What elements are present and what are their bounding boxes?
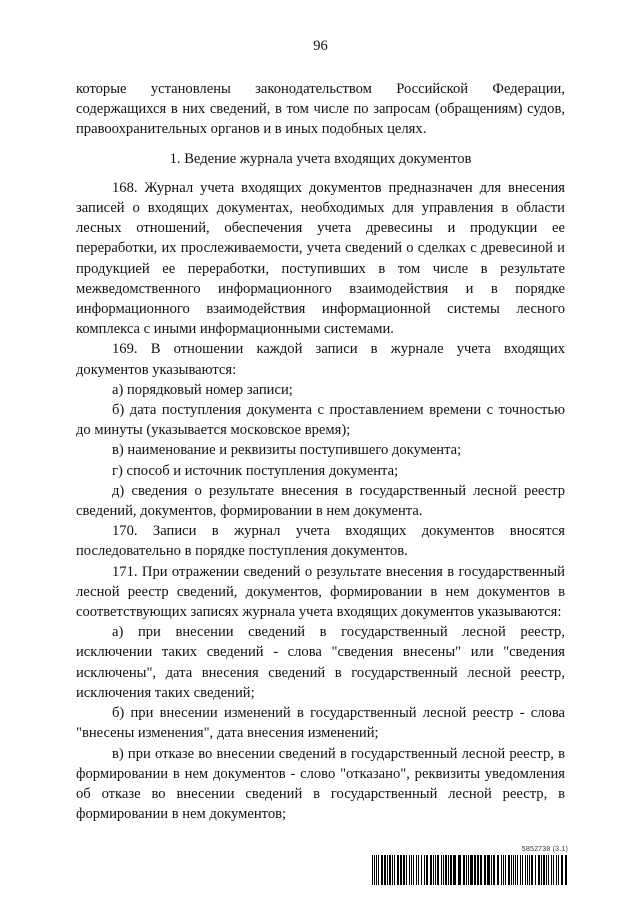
barcode-bar (553, 855, 554, 885)
barcode-bar (501, 855, 502, 885)
barcode-bar (424, 855, 425, 885)
barcode-bar (437, 855, 439, 885)
barcode-bar (394, 855, 395, 885)
barcode-bar (477, 855, 479, 885)
barcode-bar (443, 855, 444, 885)
paragraph-171-b: б) при внесении изменений в государственный лесной реестр - слова "внесены изменения", дата внесения изменений; (76, 705, 565, 742)
paragraph-169-d: г) способ и источник поступления документа; (112, 462, 399, 479)
barcode-bar (374, 855, 375, 885)
barcode-bar (453, 855, 456, 885)
paragraph-171: 171. При отражении сведений о результате внесения в государственный лесной реестр сведений, документов, формировании в нем документов в соответствующих записях журнала учета входящих документов указываются: (76, 563, 565, 621)
barcode-bar (397, 855, 399, 885)
paragraph-171-a: а) при внесении сведений в государственный лесной реестр, исключении таких сведений - слова "сведения внесены" или "сведения исключены", дата внесения сведений в государственный лесной реестр, исключения таких сведений; (76, 624, 565, 701)
barcode-bar (470, 855, 473, 885)
barcode-bar (416, 855, 417, 885)
barcode-bar (503, 855, 504, 885)
barcode-bar (445, 855, 447, 885)
barcode-bar (441, 855, 442, 885)
barcode-bar (384, 855, 386, 885)
barcode-bar (556, 855, 557, 885)
paragraph-169: 169. В отношении каждой записи в журнале учета входящих документов указываются: (76, 341, 565, 378)
paragraph-169-b: б) дата поступления документа с проставлением времени с точностью до минуты (указывается московское время); (76, 402, 565, 439)
paragraph-169-a: а) порядковый номер записи; (112, 381, 293, 398)
barcode-bar (493, 855, 495, 885)
barcode-bar (548, 855, 549, 885)
barcode-bar (505, 855, 506, 885)
paragraph-170: 170. Записи в журнал учета входящих документов вносятся последовательно в порядке поступления документов. (76, 523, 565, 560)
barcode-bar (389, 855, 391, 885)
barcode-bar (487, 855, 490, 885)
barcode-bar (538, 855, 540, 885)
barcode-bar (403, 855, 405, 885)
barcode-bar (418, 855, 419, 885)
barcode-bar (468, 855, 469, 885)
barcode-bar (497, 855, 499, 885)
barcode-bar (543, 855, 545, 885)
barcode-bar (515, 855, 516, 885)
barcode-bar (463, 855, 465, 885)
barcode-bar (458, 855, 461, 885)
barcode-bar (513, 855, 514, 885)
barcode-bar (406, 855, 407, 885)
document-body (76, 79, 565, 824)
barcode-bar (450, 855, 452, 885)
barcode-bar (448, 855, 449, 885)
barcode-bar (381, 855, 383, 885)
paragraph-continuation: которые установлены законодательством Российской Федерации, содержащихся в них сведений, в том числе по запросам (обращениям) судов, правоохранительных органов и в иных подобных целях. (76, 81, 565, 138)
barcode-bar (520, 855, 521, 885)
barcode-bar (400, 855, 402, 885)
paragraph-169-e: д) сведения о результате внесения в государственный лесной реестр сведений, документов, формировании в нем документа. (76, 482, 565, 520)
barcode-bar (527, 855, 528, 885)
barcode-bar (517, 855, 518, 885)
barcode-bar (413, 855, 414, 885)
barcode-bar (387, 855, 388, 885)
barcode-bar (411, 855, 412, 885)
barcode-bar (474, 855, 476, 885)
barcode-bar (409, 855, 410, 885)
barcode-bar (525, 855, 526, 885)
barcode-bar (426, 855, 428, 885)
barcode-bar (551, 855, 552, 885)
barcode-bar (430, 855, 432, 885)
paragraph-169-c: в) наименование и реквизиты поступившего документа; (112, 442, 462, 459)
barcode-bar (376, 855, 377, 885)
barcode-bar (480, 855, 482, 885)
barcode-bar (484, 855, 486, 885)
barcode-bar (535, 855, 536, 885)
barcode-bar (561, 855, 563, 885)
barcode-bar (392, 855, 393, 885)
barcode-bar (565, 855, 567, 885)
paragraph-168: 168. Журнал учета входящих документов предназначен для внесения записей о входящих документах, необходимых для управления в области лесных отношений, обеспечения учета древесины и продукции ее переработки, их прослеживаемости, учета сведений о сделках с древесиной и продукцией ее переработки, поступивших в том числе в результате межведомственного информационного взаимодействия и в порядке информационного взаимодействия информационной системы лесного комплекса с иными информационными системами. (76, 179, 565, 338)
barcode-bar (421, 855, 422, 885)
barcode-bar (491, 855, 492, 885)
section-heading: 1. Ведение журнала учета входящих документов (169, 150, 472, 167)
barcode-bar (531, 855, 533, 885)
barcode-bar (433, 855, 434, 885)
barcode-bar (558, 855, 559, 885)
barcode-bar (378, 855, 379, 885)
barcode-bar (508, 855, 510, 885)
barcode-bar (546, 855, 547, 885)
barcode-bar (466, 855, 467, 885)
barcode-id: 5852738 (3.1) (521, 846, 568, 853)
page-number: 96 (313, 38, 328, 54)
barcode-bar (511, 855, 512, 885)
barcode-bar (372, 855, 373, 885)
barcode-bar (435, 855, 436, 885)
barcode-bar (541, 855, 542, 885)
barcode-icon (372, 855, 568, 885)
document-barcode (372, 846, 568, 886)
barcode-bar (522, 855, 523, 885)
barcode-bar (529, 855, 530, 885)
paragraph-171-c: в) при отказе во внесении сведений в государственный лесной реестр, в формировании в нем документов - слово "отказано", реквизиты уведомления об отказе во внесении сведений в государственный лесной реестр, в формировании в нем документов; (76, 745, 565, 823)
